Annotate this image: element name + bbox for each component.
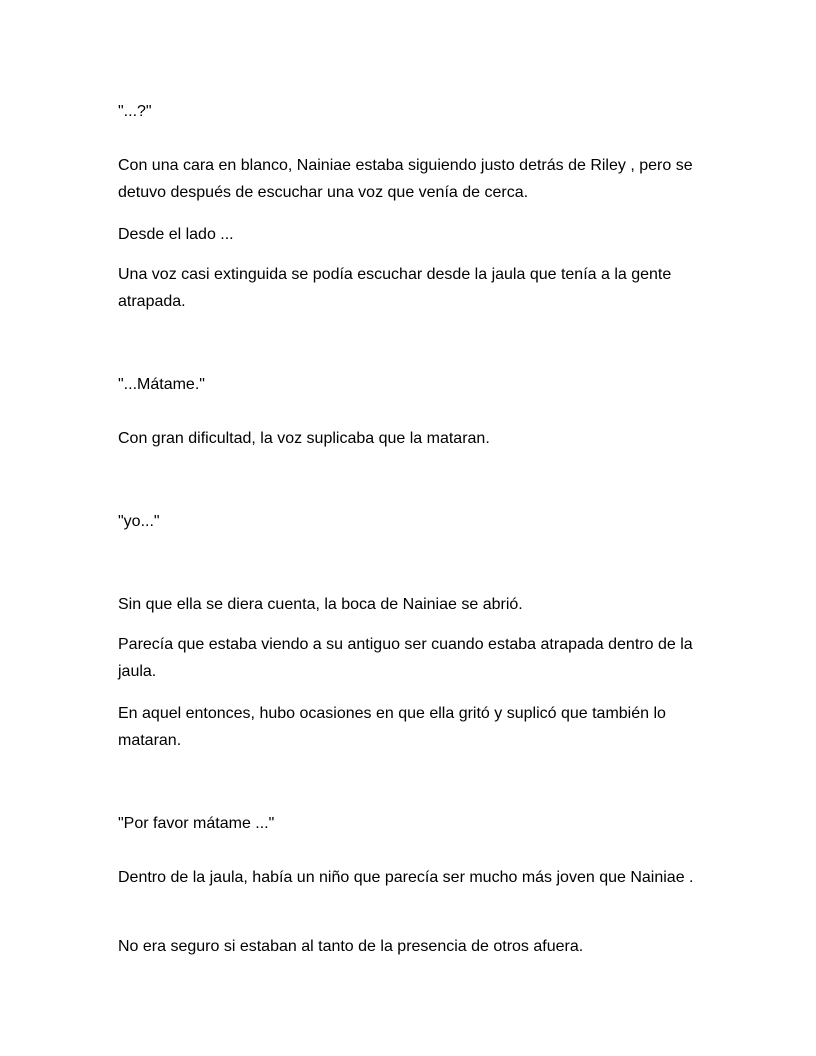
paragraph: Desde el lado ...: [118, 226, 234, 243]
paragraph: Parecía que estaba viendo a su antiguo ser cuando estaba atrapada dentro de la jaula.: [118, 636, 693, 680]
paragraph: En aquel entonces, hubo ocasiones en que ella gritó y suplicó que también lo mataran.: [118, 705, 666, 749]
paragraph: Sin que ella se diera cuenta, la boca de Nainiae se abrió.: [118, 596, 523, 613]
paragraph: No era seguro si estaban al tanto de la presencia de otros afuera.: [118, 938, 584, 955]
dialogue-line: "...?": [118, 103, 152, 120]
paragraph: Una voz casi extinguida se podía escuchar desde la jaula que tenía a la gente atrapada.: [118, 266, 672, 310]
paragraph: Dentro de la jaula, había un niño que parecía ser mucho más joven que Nainiae .: [118, 869, 694, 886]
paragraph: Con gran dificultad, la voz suplicaba que la mataran.: [118, 430, 490, 447]
dialogue-line: "Por favor mátame ...": [118, 815, 275, 832]
paragraph: Con una cara en blanco, Nainiae estaba siguiendo justo detrás de Riley , pero se detuvo después de escuchar una voz que venía de cerca.: [118, 157, 693, 201]
dialogue-line: "yo...": [118, 513, 160, 530]
dialogue-line: "...Mátame.": [118, 376, 205, 393]
